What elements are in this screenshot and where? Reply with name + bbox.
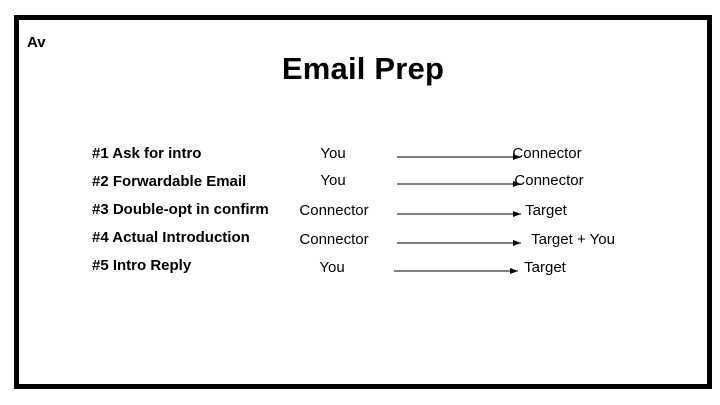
step-source: You: [320, 145, 346, 162]
step-target: Target: [525, 202, 567, 219]
slide-title: Email Prep: [281, 51, 445, 86]
step-source: Connector: [299, 202, 369, 219]
step-target: Target: [524, 259, 566, 276]
step-label: #1 Ask for intro: [92, 145, 202, 162]
step-label: #3 Double-opt in confirm: [92, 201, 269, 218]
step-target: Target + You: [531, 231, 615, 248]
logo-text: Av: [27, 34, 46, 51]
arrows-layer: [19, 20, 707, 384]
step-source: You: [320, 172, 346, 189]
step-source: You: [319, 259, 345, 276]
step-label: #4 Actual Introduction: [92, 229, 250, 246]
slide: [14, 15, 712, 389]
step-label: #2 Forwardable Email: [92, 173, 247, 190]
step-target: Connector: [512, 145, 582, 162]
step-target: Connector: [514, 172, 584, 189]
step-source: Connector: [299, 231, 369, 248]
step-label: #5 Intro Reply: [92, 257, 192, 274]
